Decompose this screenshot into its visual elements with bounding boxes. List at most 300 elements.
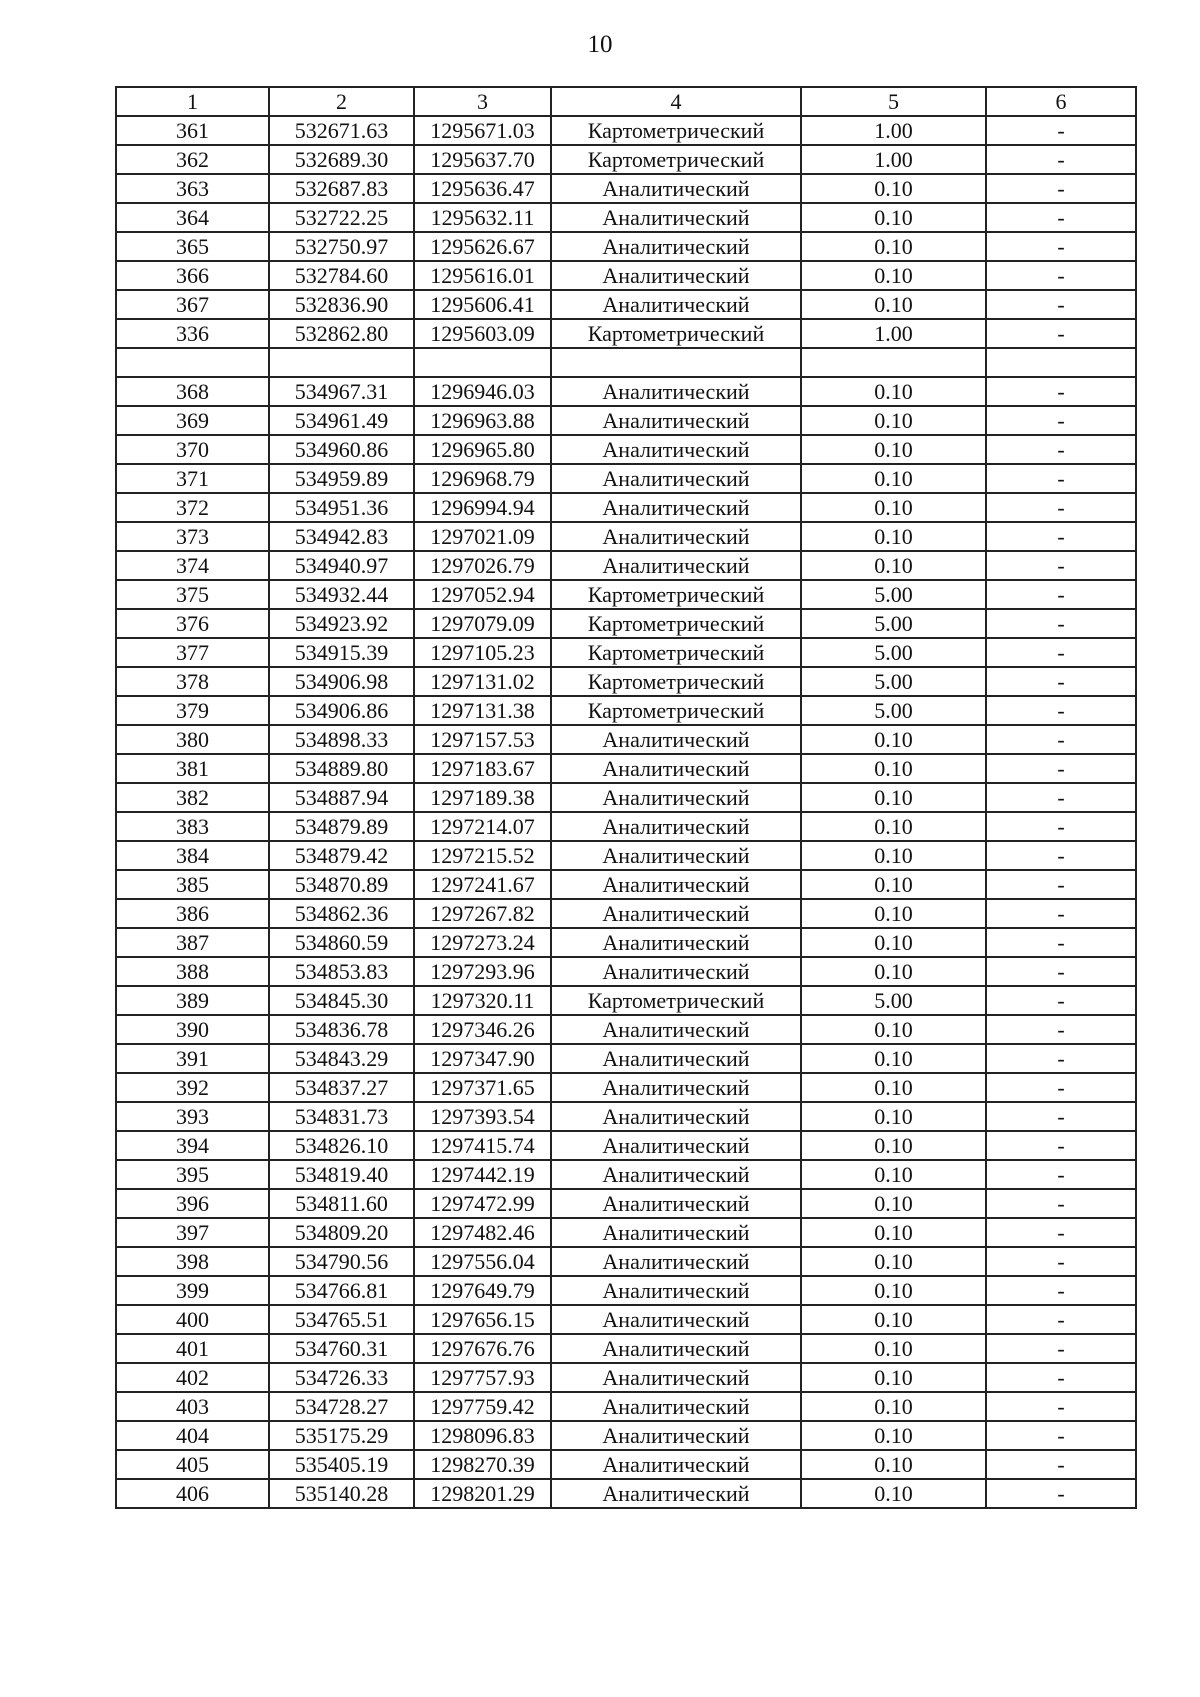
method-cell: Аналитический: [551, 1189, 801, 1218]
note-cell: -: [986, 609, 1136, 638]
table-row: [116, 319, 1136, 348]
accuracy-cell: 0.10: [801, 290, 986, 319]
accuracy-cell: 1.00: [801, 145, 986, 174]
y-coordinate-cell: 1297482.46: [414, 1218, 551, 1247]
table-row: [116, 1247, 1136, 1276]
note-cell: -: [986, 1479, 1136, 1508]
accuracy-cell: 0.10: [801, 203, 986, 232]
accuracy-cell: 0.10: [801, 841, 986, 870]
method-cell: Картометрический: [551, 638, 801, 667]
point-number-cell: 376: [116, 609, 269, 638]
table-row: [116, 609, 1136, 638]
table-row: [116, 1189, 1136, 1218]
table-row: [116, 203, 1136, 232]
accuracy-cell: 0.10: [801, 1015, 986, 1044]
table-header: [116, 87, 1136, 116]
x-coordinate-cell: 534860.59: [269, 928, 414, 957]
header-cell-2: 2: [269, 87, 414, 116]
point-number-cell: 406: [116, 1479, 269, 1508]
point-number-cell: 362: [116, 145, 269, 174]
x-coordinate-cell: 534809.20: [269, 1218, 414, 1247]
y-coordinate-cell: 1297293.96: [414, 957, 551, 986]
method-cell: Аналитический: [551, 1160, 801, 1189]
method-cell: Аналитический: [551, 435, 801, 464]
accuracy-cell: 0.10: [801, 1189, 986, 1218]
table-row: [116, 841, 1136, 870]
point-number-cell: 370: [116, 435, 269, 464]
table-row: [116, 261, 1136, 290]
point-number-cell: 392: [116, 1073, 269, 1102]
note-cell: -: [986, 1131, 1136, 1160]
point-number-cell: 374: [116, 551, 269, 580]
x-coordinate-cell: 534906.86: [269, 696, 414, 725]
table-row: [116, 754, 1136, 783]
method-cell: Аналитический: [551, 957, 801, 986]
accuracy-cell: 5.00: [801, 638, 986, 667]
y-coordinate-cell: 1297442.19: [414, 1160, 551, 1189]
header-cell-3: 3: [414, 87, 551, 116]
method-cell: Аналитический: [551, 1363, 801, 1392]
note-cell: -: [986, 406, 1136, 435]
x-coordinate-cell: 534961.49: [269, 406, 414, 435]
x-coordinate-cell: 534932.44: [269, 580, 414, 609]
x-coordinate-cell: 534836.78: [269, 1015, 414, 1044]
accuracy-cell: 0.10: [801, 1247, 986, 1276]
x-coordinate-cell: 534843.29: [269, 1044, 414, 1073]
x-coordinate-cell: [269, 348, 414, 377]
point-number-cell: 391: [116, 1044, 269, 1073]
point-number-cell: 377: [116, 638, 269, 667]
table-row: [116, 1276, 1136, 1305]
point-number-cell: 394: [116, 1131, 269, 1160]
x-coordinate-cell: 534760.31: [269, 1334, 414, 1363]
table-row: [116, 1102, 1136, 1131]
point-number-cell: 383: [116, 812, 269, 841]
table-row: [116, 1073, 1136, 1102]
note-cell: -: [986, 145, 1136, 174]
note-cell: -: [986, 203, 1136, 232]
y-coordinate-cell: 1297183.67: [414, 754, 551, 783]
accuracy-cell: 0.10: [801, 783, 986, 812]
x-coordinate-cell: 534967.31: [269, 377, 414, 406]
note-cell: -: [986, 870, 1136, 899]
y-coordinate-cell: 1297215.52: [414, 841, 551, 870]
method-cell: Аналитический: [551, 841, 801, 870]
point-number-cell: 387: [116, 928, 269, 957]
point-number-cell: 373: [116, 522, 269, 551]
x-coordinate-cell: 534726.33: [269, 1363, 414, 1392]
x-coordinate-cell: 532687.83: [269, 174, 414, 203]
y-coordinate-cell: 1295671.03: [414, 116, 551, 145]
method-cell: Картометрический: [551, 319, 801, 348]
point-number-cell: 368: [116, 377, 269, 406]
note-cell: -: [986, 1421, 1136, 1450]
y-coordinate-cell: 1295632.11: [414, 203, 551, 232]
note-cell: -: [986, 957, 1136, 986]
accuracy-cell: 0.10: [801, 464, 986, 493]
method-cell: Аналитический: [551, 1334, 801, 1363]
table-row: [116, 1363, 1136, 1392]
y-coordinate-cell: 1297021.09: [414, 522, 551, 551]
y-coordinate-cell: 1297189.38: [414, 783, 551, 812]
table-row: [116, 1305, 1136, 1334]
method-cell: Аналитический: [551, 754, 801, 783]
point-number-cell: 393: [116, 1102, 269, 1131]
method-cell: Аналитический: [551, 174, 801, 203]
coordinates-table: [115, 86, 1137, 1509]
note-cell: -: [986, 377, 1136, 406]
y-coordinate-cell: 1297157.53: [414, 725, 551, 754]
table-row: [116, 406, 1136, 435]
method-cell: Аналитический: [551, 1421, 801, 1450]
point-number-cell: 364: [116, 203, 269, 232]
accuracy-cell: 0.10: [801, 377, 986, 406]
table-row: [116, 551, 1136, 580]
table-row: [116, 725, 1136, 754]
x-coordinate-cell: 534942.83: [269, 522, 414, 551]
y-coordinate-cell: [414, 348, 551, 377]
y-coordinate-cell: 1297267.82: [414, 899, 551, 928]
table-row: [116, 464, 1136, 493]
method-cell: Аналитический: [551, 464, 801, 493]
header-cell-1: 1: [116, 87, 269, 116]
note-cell: -: [986, 783, 1136, 812]
header-cell-5: 5: [801, 87, 986, 116]
accuracy-cell: 0.10: [801, 551, 986, 580]
y-coordinate-cell: 1297757.93: [414, 1363, 551, 1392]
x-coordinate-cell: 534765.51: [269, 1305, 414, 1334]
x-coordinate-cell: 532722.25: [269, 203, 414, 232]
x-coordinate-cell: 532784.60: [269, 261, 414, 290]
method-cell: Аналитический: [551, 377, 801, 406]
table-row: [116, 145, 1136, 174]
method-cell: Аналитический: [551, 406, 801, 435]
note-cell: -: [986, 928, 1136, 957]
table-row: [116, 1015, 1136, 1044]
method-cell: Аналитический: [551, 232, 801, 261]
note-cell: -: [986, 841, 1136, 870]
point-number-cell: 378: [116, 667, 269, 696]
table-row: [116, 1218, 1136, 1247]
table-row: [116, 116, 1136, 145]
table-row: [116, 435, 1136, 464]
accuracy-cell: 5.00: [801, 696, 986, 725]
y-coordinate-cell: 1297131.02: [414, 667, 551, 696]
accuracy-cell: [801, 348, 986, 377]
table-row: [116, 522, 1136, 551]
y-coordinate-cell: 1297415.74: [414, 1131, 551, 1160]
method-cell: Аналитический: [551, 1131, 801, 1160]
x-coordinate-cell: 534728.27: [269, 1392, 414, 1421]
method-cell: Аналитический: [551, 1247, 801, 1276]
note-cell: -: [986, 319, 1136, 348]
point-number-cell: 366: [116, 261, 269, 290]
y-coordinate-cell: 1297346.26: [414, 1015, 551, 1044]
note-cell: -: [986, 551, 1136, 580]
accuracy-cell: 0.10: [801, 522, 986, 551]
x-coordinate-cell: 534940.97: [269, 551, 414, 580]
table-row: [116, 348, 1136, 377]
point-number-cell: 388: [116, 957, 269, 986]
y-coordinate-cell: 1295637.70: [414, 145, 551, 174]
x-coordinate-cell: 532750.97: [269, 232, 414, 261]
method-cell: Аналитический: [551, 1479, 801, 1508]
y-coordinate-cell: 1297273.24: [414, 928, 551, 957]
y-coordinate-cell: 1296968.79: [414, 464, 551, 493]
x-coordinate-cell: 534959.89: [269, 464, 414, 493]
x-coordinate-cell: 534879.89: [269, 812, 414, 841]
method-cell: Аналитический: [551, 1218, 801, 1247]
accuracy-cell: 0.10: [801, 174, 986, 203]
y-coordinate-cell: 1297556.04: [414, 1247, 551, 1276]
x-coordinate-cell: 534819.40: [269, 1160, 414, 1189]
y-coordinate-cell: 1295626.67: [414, 232, 551, 261]
method-cell: Аналитический: [551, 203, 801, 232]
note-cell: -: [986, 261, 1136, 290]
point-number-cell: 363: [116, 174, 269, 203]
point-number-cell: 365: [116, 232, 269, 261]
accuracy-cell: 0.10: [801, 928, 986, 957]
x-coordinate-cell: 534915.39: [269, 638, 414, 667]
table-row: [116, 667, 1136, 696]
method-cell: Аналитический: [551, 551, 801, 580]
x-coordinate-cell: 534906.98: [269, 667, 414, 696]
method-cell: Картометрический: [551, 609, 801, 638]
table-row: [116, 1392, 1136, 1421]
note-cell: -: [986, 1073, 1136, 1102]
note-cell: -: [986, 1189, 1136, 1218]
point-number-cell: 396: [116, 1189, 269, 1218]
accuracy-cell: 0.10: [801, 754, 986, 783]
table-row: [116, 899, 1136, 928]
method-cell: Картометрический: [551, 667, 801, 696]
method-cell: Картометрический: [551, 116, 801, 145]
table-row: [116, 232, 1136, 261]
x-coordinate-cell: 534960.86: [269, 435, 414, 464]
y-coordinate-cell: 1296994.94: [414, 493, 551, 522]
table-row: [116, 870, 1136, 899]
note-cell: -: [986, 116, 1136, 145]
note-cell: -: [986, 1015, 1136, 1044]
point-number-cell: 375: [116, 580, 269, 609]
table-row: [116, 1334, 1136, 1363]
note-cell: -: [986, 174, 1136, 203]
accuracy-cell: 0.10: [801, 1276, 986, 1305]
point-number-cell: 384: [116, 841, 269, 870]
accuracy-cell: 0.10: [801, 1363, 986, 1392]
note-cell: -: [986, 1044, 1136, 1073]
accuracy-cell: 0.10: [801, 261, 986, 290]
point-number-cell: 402: [116, 1363, 269, 1392]
y-coordinate-cell: 1297472.99: [414, 1189, 551, 1218]
method-cell: Аналитический: [551, 1044, 801, 1073]
method-cell: Аналитический: [551, 522, 801, 551]
note-cell: -: [986, 1276, 1136, 1305]
point-number-cell: 399: [116, 1276, 269, 1305]
y-coordinate-cell: 1297676.76: [414, 1334, 551, 1363]
y-coordinate-cell: 1297079.09: [414, 609, 551, 638]
table-row: [116, 493, 1136, 522]
note-cell: -: [986, 1363, 1136, 1392]
table-row: [116, 1479, 1136, 1508]
point-number-cell: 372: [116, 493, 269, 522]
y-coordinate-cell: 1297656.15: [414, 1305, 551, 1334]
point-number-cell: 382: [116, 783, 269, 812]
x-coordinate-cell: 534811.60: [269, 1189, 414, 1218]
y-coordinate-cell: 1297026.79: [414, 551, 551, 580]
accuracy-cell: 5.00: [801, 609, 986, 638]
x-coordinate-cell: 534853.83: [269, 957, 414, 986]
method-cell: Картометрический: [551, 145, 801, 174]
x-coordinate-cell: 534887.94: [269, 783, 414, 812]
point-number-cell: 371: [116, 464, 269, 493]
y-coordinate-cell: 1298096.83: [414, 1421, 551, 1450]
accuracy-cell: 0.10: [801, 232, 986, 261]
x-coordinate-cell: 534879.42: [269, 841, 414, 870]
note-cell: -: [986, 986, 1136, 1015]
accuracy-cell: 0.10: [801, 870, 986, 899]
accuracy-cell: 0.10: [801, 493, 986, 522]
table-row: [116, 174, 1136, 203]
x-coordinate-cell: 535140.28: [269, 1479, 414, 1508]
accuracy-cell: 0.10: [801, 812, 986, 841]
table-row: [116, 1044, 1136, 1073]
note-cell: -: [986, 464, 1136, 493]
accuracy-cell: 0.10: [801, 1392, 986, 1421]
x-coordinate-cell: 534870.89: [269, 870, 414, 899]
point-number-cell: 386: [116, 899, 269, 928]
accuracy-cell: 1.00: [801, 319, 986, 348]
accuracy-cell: 0.10: [801, 1421, 986, 1450]
y-coordinate-cell: 1297241.67: [414, 870, 551, 899]
accuracy-cell: 5.00: [801, 986, 986, 1015]
method-cell: Картометрический: [551, 580, 801, 609]
table-row: [116, 696, 1136, 725]
y-coordinate-cell: 1298270.39: [414, 1450, 551, 1479]
x-coordinate-cell: 534766.81: [269, 1276, 414, 1305]
table-row: [116, 783, 1136, 812]
x-coordinate-cell: 534951.36: [269, 493, 414, 522]
method-cell: Аналитический: [551, 493, 801, 522]
y-coordinate-cell: 1296965.80: [414, 435, 551, 464]
note-cell: -: [986, 1334, 1136, 1363]
point-number-cell: 367: [116, 290, 269, 319]
x-coordinate-cell: 534889.80: [269, 754, 414, 783]
table-row: [116, 986, 1136, 1015]
table-row: [116, 290, 1136, 319]
note-cell: -: [986, 580, 1136, 609]
accuracy-cell: 0.10: [801, 1479, 986, 1508]
accuracy-cell: 0.10: [801, 1044, 986, 1073]
x-coordinate-cell: 534831.73: [269, 1102, 414, 1131]
accuracy-cell: 0.10: [801, 957, 986, 986]
method-cell: Аналитический: [551, 725, 801, 754]
x-coordinate-cell: 534826.10: [269, 1131, 414, 1160]
y-coordinate-cell: 1295616.01: [414, 261, 551, 290]
accuracy-cell: 0.10: [801, 1131, 986, 1160]
x-coordinate-cell: 534837.27: [269, 1073, 414, 1102]
note-cell: -: [986, 1160, 1136, 1189]
x-coordinate-cell: 532671.63: [269, 116, 414, 145]
point-number-cell: 390: [116, 1015, 269, 1044]
y-coordinate-cell: 1297214.07: [414, 812, 551, 841]
x-coordinate-cell: 534845.30: [269, 986, 414, 1015]
note-cell: -: [986, 899, 1136, 928]
note-cell: -: [986, 638, 1136, 667]
y-coordinate-cell: 1297320.11: [414, 986, 551, 1015]
note-cell: -: [986, 1218, 1136, 1247]
note-cell: -: [986, 1102, 1136, 1131]
method-cell: Аналитический: [551, 1392, 801, 1421]
point-number-cell: 398: [116, 1247, 269, 1276]
table-row: [116, 1160, 1136, 1189]
y-coordinate-cell: 1297052.94: [414, 580, 551, 609]
method-cell: Аналитический: [551, 1450, 801, 1479]
point-number-cell: 397: [116, 1218, 269, 1247]
accuracy-cell: 0.10: [801, 1450, 986, 1479]
accuracy-cell: 0.10: [801, 435, 986, 464]
point-number-cell: 401: [116, 1334, 269, 1363]
note-cell: -: [986, 435, 1136, 464]
method-cell: Аналитический: [551, 261, 801, 290]
point-number-cell: 385: [116, 870, 269, 899]
note-cell: -: [986, 1247, 1136, 1276]
header-cell-6: 6: [986, 87, 1136, 116]
page-number: 10: [587, 31, 613, 58]
accuracy-cell: 0.10: [801, 1073, 986, 1102]
accuracy-cell: 0.10: [801, 899, 986, 928]
table-row: [116, 1421, 1136, 1450]
method-cell: Аналитический: [551, 928, 801, 957]
x-coordinate-cell: 532689.30: [269, 145, 414, 174]
point-number-cell: 405: [116, 1450, 269, 1479]
accuracy-cell: 0.10: [801, 1334, 986, 1363]
note-cell: -: [986, 754, 1136, 783]
y-coordinate-cell: 1297105.23: [414, 638, 551, 667]
accuracy-cell: 0.10: [801, 1218, 986, 1247]
header-row: [116, 87, 1136, 116]
method-cell: Аналитический: [551, 1015, 801, 1044]
method-cell: Аналитический: [551, 1305, 801, 1334]
table-row: [116, 957, 1136, 986]
table-row: [116, 928, 1136, 957]
y-coordinate-cell: 1296963.88: [414, 406, 551, 435]
point-number-cell: 361: [116, 116, 269, 145]
accuracy-cell: 0.10: [801, 1305, 986, 1334]
note-cell: -: [986, 1392, 1136, 1421]
point-number-cell: 369: [116, 406, 269, 435]
method-cell: Аналитический: [551, 1276, 801, 1305]
accuracy-cell: 0.10: [801, 1102, 986, 1131]
note-cell: -: [986, 725, 1136, 754]
method-cell: Картометрический: [551, 986, 801, 1015]
point-number-cell: 403: [116, 1392, 269, 1421]
note-cell: -: [986, 812, 1136, 841]
point-number-cell: 380: [116, 725, 269, 754]
y-coordinate-cell: 1295636.47: [414, 174, 551, 203]
y-coordinate-cell: 1297371.65: [414, 1073, 551, 1102]
table-row: [116, 812, 1136, 841]
note-cell: -: [986, 290, 1136, 319]
x-coordinate-cell: 534790.56: [269, 1247, 414, 1276]
header-cell-4: 4: [551, 87, 801, 116]
note-cell: -: [986, 667, 1136, 696]
point-number-cell: 379: [116, 696, 269, 725]
method-cell: [551, 348, 801, 377]
method-cell: Аналитический: [551, 783, 801, 812]
y-coordinate-cell: 1298201.29: [414, 1479, 551, 1508]
method-cell: Аналитический: [551, 290, 801, 319]
